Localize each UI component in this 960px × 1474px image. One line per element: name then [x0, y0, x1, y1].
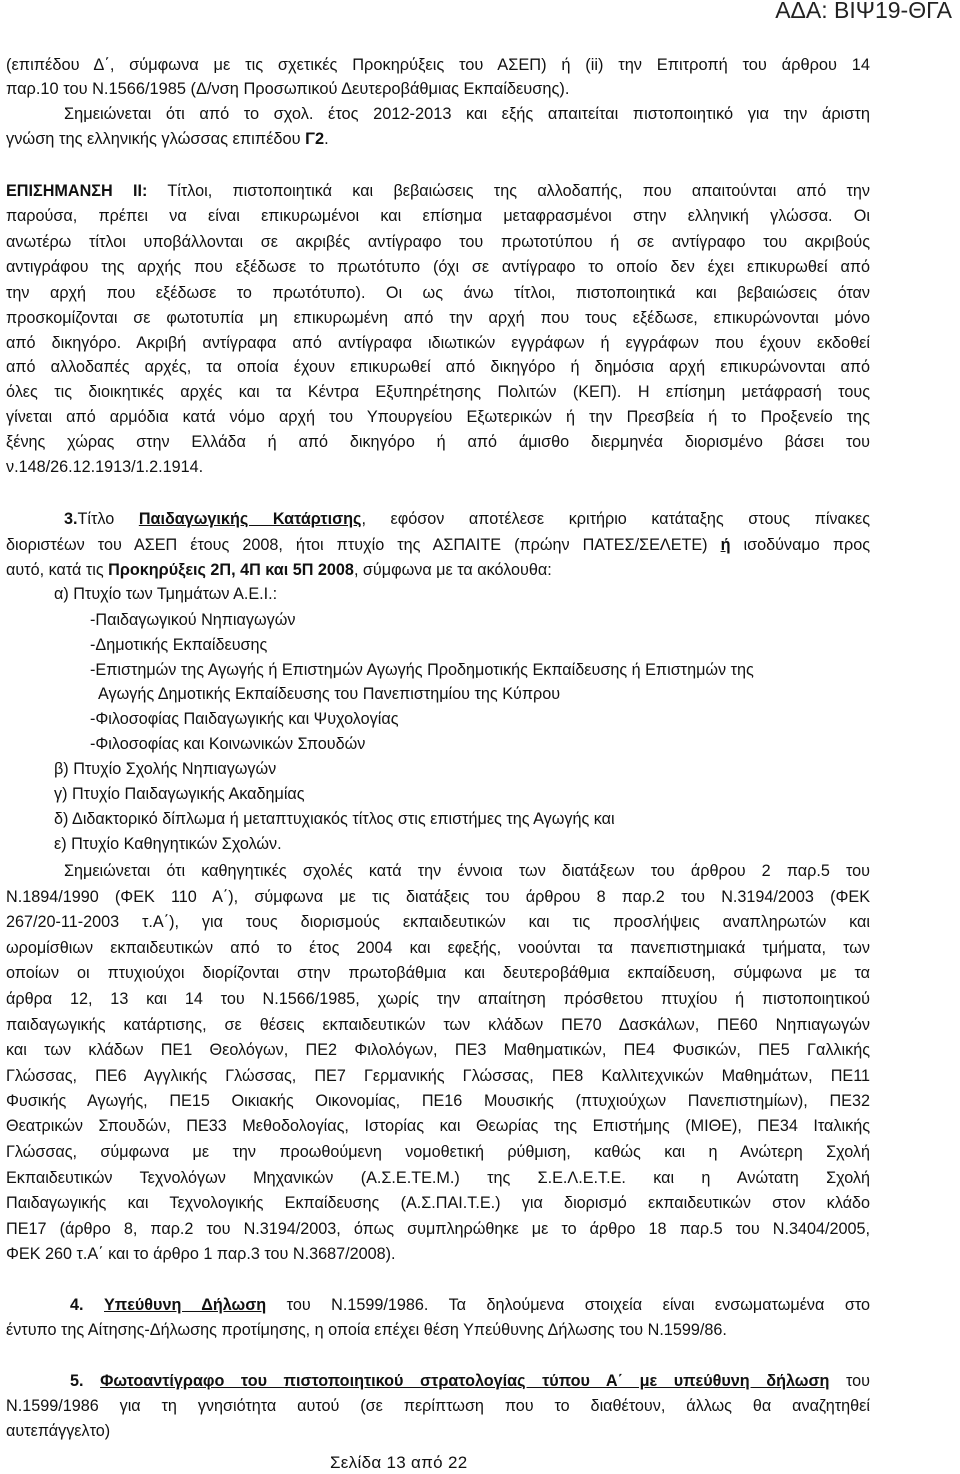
- list-item: -Επιστημών της Αγωγής ή Επιστημών Αγωγής Προδημοτικής Εκπαίδευσης ή Επιστημών της: [90, 661, 754, 679]
- list-item: α) Πτυχίο των Τμημάτων Α.Ε.Ι.:: [54, 585, 278, 603]
- note-line: άρθρα 12, 13 και 14 του Ν.1566/1985, χωρίς την απαίτηση πρόσθετου πτυχίου ή πιστοποιητικού: [6, 990, 870, 1008]
- text-line: παρ.10 του Ν.1566/1985 (Δ/νση Προσωπικού Δευτεροβάθμιας Εκπαίδευσης).: [6, 80, 570, 98]
- note-line: Ν.1894/1990 (ΦΕΚ 110 Α΄), σύμφωνα με τις διατάξεις του άρθρου 8 παρ.2 του Ν.3194/2003 (ΦΕΚ: [6, 888, 870, 906]
- level-bold: Γ2: [305, 130, 325, 148]
- list-item: δ) Διδακτορικό δίπλωμα ή μεταπτυχιακός τίτλος στις επιστήμες της Αγωγής και: [54, 810, 615, 828]
- note-line: Παιδαγωγικής και Τεχνολογικής Εκπαίδευσης (Α.Σ.ΠΑΙ.Τ.Ε.) για διορισμό εκπαιδευτικών στον κλάδο: [6, 1194, 870, 1212]
- notice-line: ξένης χώρας στην Ελλάδα ή από δικηγόρο ή από άμισθο διερμηνέα διορισμένο βάσει του: [6, 433, 870, 451]
- note-line: και των κλάδων ΠΕ1 Θεολόγων, ΠΕ2 Φιλολόγων, ΠΕ3 Μαθηματικών, ΠΕ4 Φυσικών, ΠΕ5 Γαλλικής: [6, 1041, 870, 1059]
- list-item: γ) Πτυχίο Παιδαγωγικής Ακαδημίας: [54, 785, 305, 803]
- notice-label: ΕΠΙΣΗΜΑΝΣΗ ΙΙ:: [6, 182, 148, 200]
- text-line: έντυπο της Αίτησης-Δήλωσης προτίμησης, η οποία επέχει θέση Υπεύθυνης Δήλωσης του Ν.1599/86.: [6, 1321, 727, 1339]
- list-item: β) Πτυχίο Σχολής Νηπιαγωγών: [54, 760, 277, 778]
- notice-line: από αλλοδαπές αρχές, τα οποία έχουν επικυρωθεί από δικηγόρο ή δημόσια αρχή επικυρώνονται από: [6, 358, 870, 376]
- text-line: (επιπέδου Δ΄, σύμφωνα με τις σχετικές Προκηρύξεις του ΑΣΕΠ) ή (ii) την Επιτροπή του άρθρου 14: [6, 56, 870, 74]
- note-line: Εκπαιδευτικών Τεχνολόγων Μηχανικών (Α.Σ.Ε.ΤΕ.Μ.) της Σ.Ε.Λ.Ε.Τ.Ε. και η Ανώτατη Σχολή: [6, 1169, 870, 1187]
- section3-title: Παιδαγωγικής Κατάρτισης: [138, 510, 362, 528]
- note-line: Φυσικής Αγωγής, ΠΕ15 Οικιακής Οικονομίας, ΠΕ16 Μουσικής (πτυχιούχων Πανεπιστημίων), ΠΕ32: [6, 1092, 870, 1110]
- page-number: Σελίδα 13 από 22: [330, 1453, 468, 1472]
- list-item: Αγωγής Δημοτικής Εκπαίδευσης του Πανεπιστημίου της Κύπρου: [98, 685, 561, 703]
- text-line: γνώση της ελληνικής γλώσσας επιπέδου Γ2.: [6, 130, 329, 148]
- section4-title: Υπεύθυνη Δήλωση: [104, 1296, 267, 1314]
- note-line: Γλώσσας, σύμφωνα με την προωθούμενη νομοθετική ρύθμιση, καθώς και η Ανώτερη Σχολή: [6, 1143, 870, 1161]
- note-line: ΦΕΚ 260 τ.Α΄ και το άρθρο 1 παρ.3 του Ν.3687/2008).: [6, 1245, 396, 1263]
- list-item: -Φιλοσοφίας Παιδαγωγικής και Ψυχολογίας: [90, 710, 399, 728]
- note-line: ωρομίσθιων εκπαιδευτικών από το έτος 2004 και εφεξής, νοούνται τα πανεπιστημιακά τμήματα, των: [6, 939, 870, 957]
- section5-title: Φωτοαντίγραφο του πιστοποιητικού στρατολογίας τύπου Α΄ με υπεύθυνη δήλωση: [100, 1372, 830, 1390]
- notice-line: από δικηγόρο. Ακριβή αντίγραφα από αντίγραφα ιδιωτικών εγγράφων ή εγγράφων που έχουν εκδοθεί: [6, 334, 870, 352]
- note-line: Σημειώνεται ότι καθηγητικές σχολές κατά την έννοια των διατάξεων του άρθρου 2 παρ.5 του: [64, 862, 870, 880]
- text-line: Σημειώνεται ότι από το σχολ. έτος 2012-2013 και εξής απαιτείται πιστοποιητικό για την άριστη: [64, 105, 870, 123]
- notice-line: ν.148/26.12.1913/1.2.1914.: [6, 458, 204, 476]
- ada-code: ΑΔΑ: ΒΙΨ19-ΘΓΑ: [775, 0, 952, 23]
- section5-heading: 5. Φωτοαντίγραφο του πιστοποιητικού στρατολογίας τύπου Α΄ με υπεύθυνη δήλωση του: [70, 1372, 870, 1390]
- text-line: Ν.1599/1986 για τη γνησιότητα αυτού (σε περίπτωση που το διαθέτουν, άλλως θα αναζητηθεί: [6, 1397, 870, 1415]
- note-line: 267/20-11-2003 τ.Α΄), για τους διορισμούς εκπαιδευτικών και τις προσλήψεις αναπληρωτών και: [6, 913, 870, 931]
- list-item: -Φιλοσοφίας και Κοινωνικών Σπουδών: [90, 735, 366, 753]
- notice-line: παρούσα, πρέπει να είναι επικυρωμένοι και επίσημα μεταφρασμένοι στην ελληνική γλώσσα. Οι: [6, 207, 870, 225]
- note-line: οποίων οι πτυχιούχοι διορίζονται στην πρωτοβάθμια και δευτεροβάθμια εκπαίδευση, σύμφωνα με τα: [6, 964, 870, 982]
- note-line: Γλώσσας, ΠΕ6 Αγγλικής Γλώσσας, ΠΕ7 Γερμανικής Γλώσσας, ΠΕ8 Καλλιτεχνικών Μαθημάτων, ΠΕ11: [6, 1067, 870, 1085]
- notice-line: την αρχή που εξέδωσε το πρωτότυπο). Οι ως άνω τίτλοι, πιστοποιητικά και βεβαιώσεις όταν: [6, 284, 870, 302]
- list-item: -Δημοτικής Εκπαίδευσης: [90, 636, 268, 654]
- notice-line: αντιγράφου της αρχής που εξέδωσε το πρωτότυπο (όχι σε αντίγραφο το οποίο δεν έχει επικυρωθεί από: [6, 258, 870, 276]
- section3-heading: 3.Τίτλο Παιδαγωγικής Κατάρτισης, εφόσον αποτέλεσε κριτήριο κατάταξης στους πίνακες: [64, 510, 870, 528]
- text-line: διοριστέων του ΑΣΕΠ έτους 2008, ήτοι πτυχίο της ΑΣΠΑΙΤΕ (πρώην ΠΑΤΕΣ/ΣΕΛΕΤΕ) ή ισοδύναμο προς: [6, 536, 870, 554]
- list-item: ε) Πτυχίο Καθηγητικών Σχολών.: [54, 835, 282, 853]
- note-line: παιδαγωγικής κατάρτισης, σε θέσεις εκπαιδευτικών των κλάδων ΠΕ70 Δασκάλων, ΠΕ60 Νηπιαγωγών: [6, 1016, 870, 1034]
- note-line: Θεατρικών Σπουδών, ΠΕ33 Μεθοδολογίας, Ιστορίας και Θεωρίας της Επιστήμης (ΜΙΘΕ), ΠΕ34 Ιταλικής: [6, 1117, 870, 1135]
- section4-heading: 4. Υπεύθυνη Δήλωση του Ν.1599/1986. Τα δηλούμενα στοιχεία είναι ενσωματωμένα στο: [70, 1296, 870, 1314]
- notice-line: ΕΠΙΣΗΜΑΝΣΗ ΙΙ: Τίτλοι, πιστοποιητικά και βεβαιώσεις της αλλοδαπής, που απαιτούνται από την: [6, 182, 870, 200]
- notice-line: γίνεται από αρμόδια κατά νόμο αρχή του Υπουργείου Εξωτερικών ή την Πρεσβεία ή το Προξενείο της: [6, 408, 870, 426]
- notice-line: όλες τις διοικητικές αρχές και τα Κέντρα Εξυπηρέτησης Πολιτών (ΚΕΠ). Η επίσημη μετάφρασή τους: [6, 383, 870, 401]
- notice-line: προσκομίζονται σε φωτοτυπία μη επικυρωμένη από την αρχή που τους εξέδωσε, επικυρώνονται μόνο: [6, 309, 870, 327]
- notice-line: ανωτέρω τίτλοι υποβάλλονται σε ακριβές αντίγραφο του πρωτοτύπου ή σε αντίγραφο του ακριβούς: [6, 233, 870, 251]
- text-line: αυτεπάγγελτο): [6, 1422, 111, 1440]
- list-item: -Παιδαγωγικού Νηπιαγωγών: [90, 611, 296, 629]
- text-line: αυτό, κατά τις Προκηρύξεις 2Π, 4Π και 5Π 2008, σύμφωνα με τα ακόλουθα:: [6, 561, 552, 579]
- note-line: ΠΕ17 (άρθρο 8, παρ.2 του Ν.3194/2003, όπως συμπληρώθηκε με το άρθρο 18 παρ.5 του Ν.3404/2005,: [6, 1220, 870, 1238]
